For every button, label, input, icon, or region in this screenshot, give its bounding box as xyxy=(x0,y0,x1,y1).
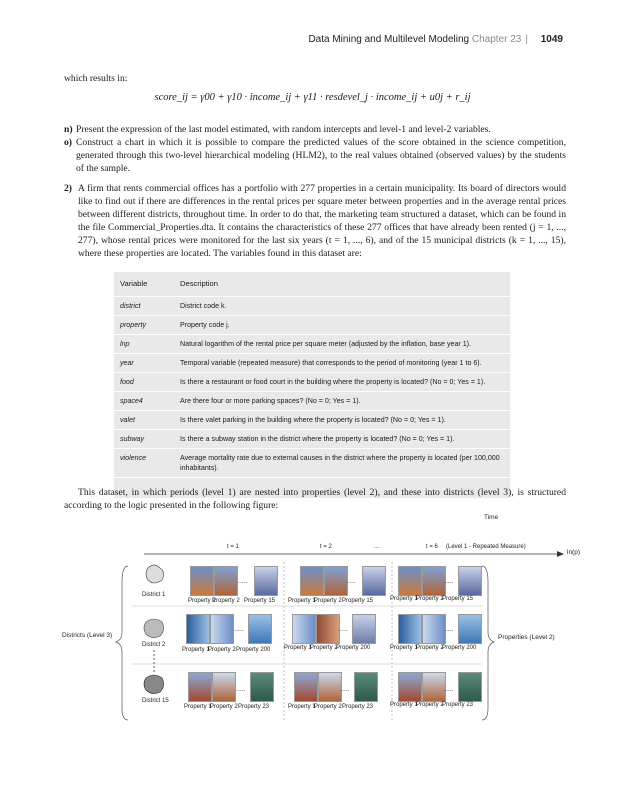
tdots-label: ... xyxy=(374,544,380,550)
property-photo xyxy=(212,672,236,702)
t6-label: t = 6 xyxy=(426,544,438,550)
district-15-map xyxy=(144,675,164,694)
property-photo xyxy=(398,672,422,702)
property-photo xyxy=(458,566,482,596)
district-2-label: District 2 xyxy=(142,642,166,648)
page-number: 1049 xyxy=(540,34,563,45)
equation: score_ij = γ00 + γ10 · income_ij + γ11 · resdevel_j · income_ij + u0j + r_ij xyxy=(154,92,471,103)
property-photo xyxy=(300,566,324,596)
property-photo xyxy=(188,672,212,702)
property-photo xyxy=(324,566,348,596)
property-photo xyxy=(294,672,318,702)
running-header: Data Mining and Multilevel Modeling Chapter 23 | 1049 xyxy=(308,34,563,45)
time-label: Time xyxy=(484,514,499,521)
hierarchy-figure: Time t = 1 t = 2 ... t = 6 (Level 1 - Repeated Measure) ln(p) Districts (Level 3) Properties (Level 2) District 1 District 2 District 15 ..... ..... ..... Property 1 Property 2 Property 15 Property 1 Property 2 Property 15 Property 1 Property 2 Property 15 ..... ..... ..... Property 1 Property 2 Property 200 Property 1 Property 2 Property 200 Property 1 Property 2 Property 200 ..... ..... ..... Property 1 Property 2 Property 23 Property 1 Property 2 Property 23 Property 1 Property 2 Property 23 xyxy=(62,522,572,722)
table-row: lnp Natural logarithm of the rental price per square meter (adjusted by the inflation, base year 1). xyxy=(114,335,510,354)
property-photo xyxy=(422,566,446,596)
property-photo xyxy=(458,672,482,702)
properties-label: Properties (Level 2) xyxy=(498,634,555,641)
property-photo xyxy=(254,566,278,596)
list-item: n) Present the expression of the last model estimated, with random intercepts and level-1 and level-2 variables. xyxy=(64,124,491,135)
property-photo xyxy=(422,614,446,644)
table-row: violence Average mortality rate due to external causes in the district where the property is located (per 100,000 inhabitants). xyxy=(114,449,510,478)
property-photo xyxy=(316,614,340,644)
property-photo xyxy=(186,614,210,644)
t2-label: t = 2 xyxy=(320,544,332,550)
lnp-label: ln(p) xyxy=(567,549,581,556)
property-photo xyxy=(318,672,342,702)
district-15-label: District 15 xyxy=(142,698,169,704)
variables-table: Variable Description district District code k. property Property code j. lnp Natural logarithm of the rental price per square meter (adjusted by the inflation, base year 1). year Temporal variable (repeated measure) that corresponds to the period of monitoring (year 1 to 6). food Is there a restaurant or food court in the building where the property is located? (No = 0; Yes = 1). space4 Are there four or more parking spaces? (No = 0; Yes = 1). valet Is there valet parking in the building where the property is located? (No = 0; Yes = 1). subway Is there a subway station in the district where the property is located? (No = 0; Yes = 1). violence Average mortality rate due to external causes in the district where the property is located (per 100,000 inhabitants). xyxy=(114,272,510,499)
district-1-label: District 1 xyxy=(142,592,166,598)
property-photo xyxy=(292,614,316,644)
property-photo xyxy=(352,614,376,644)
property-photo xyxy=(458,614,482,644)
chapter-label: Chapter xyxy=(471,34,508,45)
district-1-map xyxy=(146,565,164,583)
table-row: district District code k. xyxy=(114,297,510,316)
running-title: Data Mining and Multilevel Modeling xyxy=(308,34,470,45)
property-photo xyxy=(210,614,234,644)
t1-label: t = 1 xyxy=(227,544,239,550)
level1-label: (Level 1 - Repeated Measure) xyxy=(446,544,526,550)
intro-text: which results in: xyxy=(64,73,128,84)
property-photo xyxy=(354,672,378,702)
property-photo xyxy=(362,566,386,596)
closing-text: This dataset, in which periods (level 1) are nested into properties (level 2), and these into districts (level 3), is structured according to the logic presented in the following figure: xyxy=(64,487,566,511)
table-row: space4 Are there four or more parking spaces? (No = 0; Yes = 1). xyxy=(114,392,510,411)
table-row: subway Is there a subway station in the district where the property is located? (No = 0; Yes = 1). xyxy=(114,430,510,449)
table-row: property Property code j. xyxy=(114,316,510,335)
property-photo xyxy=(398,566,422,596)
property-photo xyxy=(214,566,238,596)
property-photo xyxy=(398,614,422,644)
property-photo xyxy=(248,614,272,644)
table-row: food Is there a restaurant or food court in the building where the property is located? (No = 0; Yes = 1). xyxy=(114,373,510,392)
districts-label: Districts (Level 3) xyxy=(62,632,113,639)
table-row: valet Is there valet parking in the building where the property is located? (No = 0; Yes = 1). xyxy=(114,411,510,430)
list-item: 2) A firm that rents commercial offices has a portfolio with 277 properties in a certain municipality. Its board of directors would like to find out if there are differences in the rental prices per square meter between properties and in the average rental prices between different districts, throughout time. In order to do that, the marketing team structured a dataset, which can be found in the file Commercial_Properties.dta. It contains the characteristics of these 277 offices that have already been rented (j = 1, ..., 277), whose rental prices were monitored for the last six years (t = 1, ..., 6), and of the 15 municipal districts (k = 1, ..., 15), where these properties are located. The variables found in this dataset are: xyxy=(64,183,566,259)
chapter-number: 23 xyxy=(510,34,522,45)
list-item: o) Construct a chart in which it is possible to compare the predicted values of the score obtained in the science competition, generated through this two-level hierarchical modeling (HLM2), to the real values obtained (observed values) by the students of the sample. xyxy=(64,137,566,174)
property-photo xyxy=(190,566,214,596)
table-row: year Temporal variable (repeated measure) that corresponds to the period of monitoring (year 1 to 6). xyxy=(114,354,510,373)
property-photo xyxy=(250,672,274,702)
property-photo xyxy=(422,672,446,702)
district-2-map xyxy=(144,619,164,638)
